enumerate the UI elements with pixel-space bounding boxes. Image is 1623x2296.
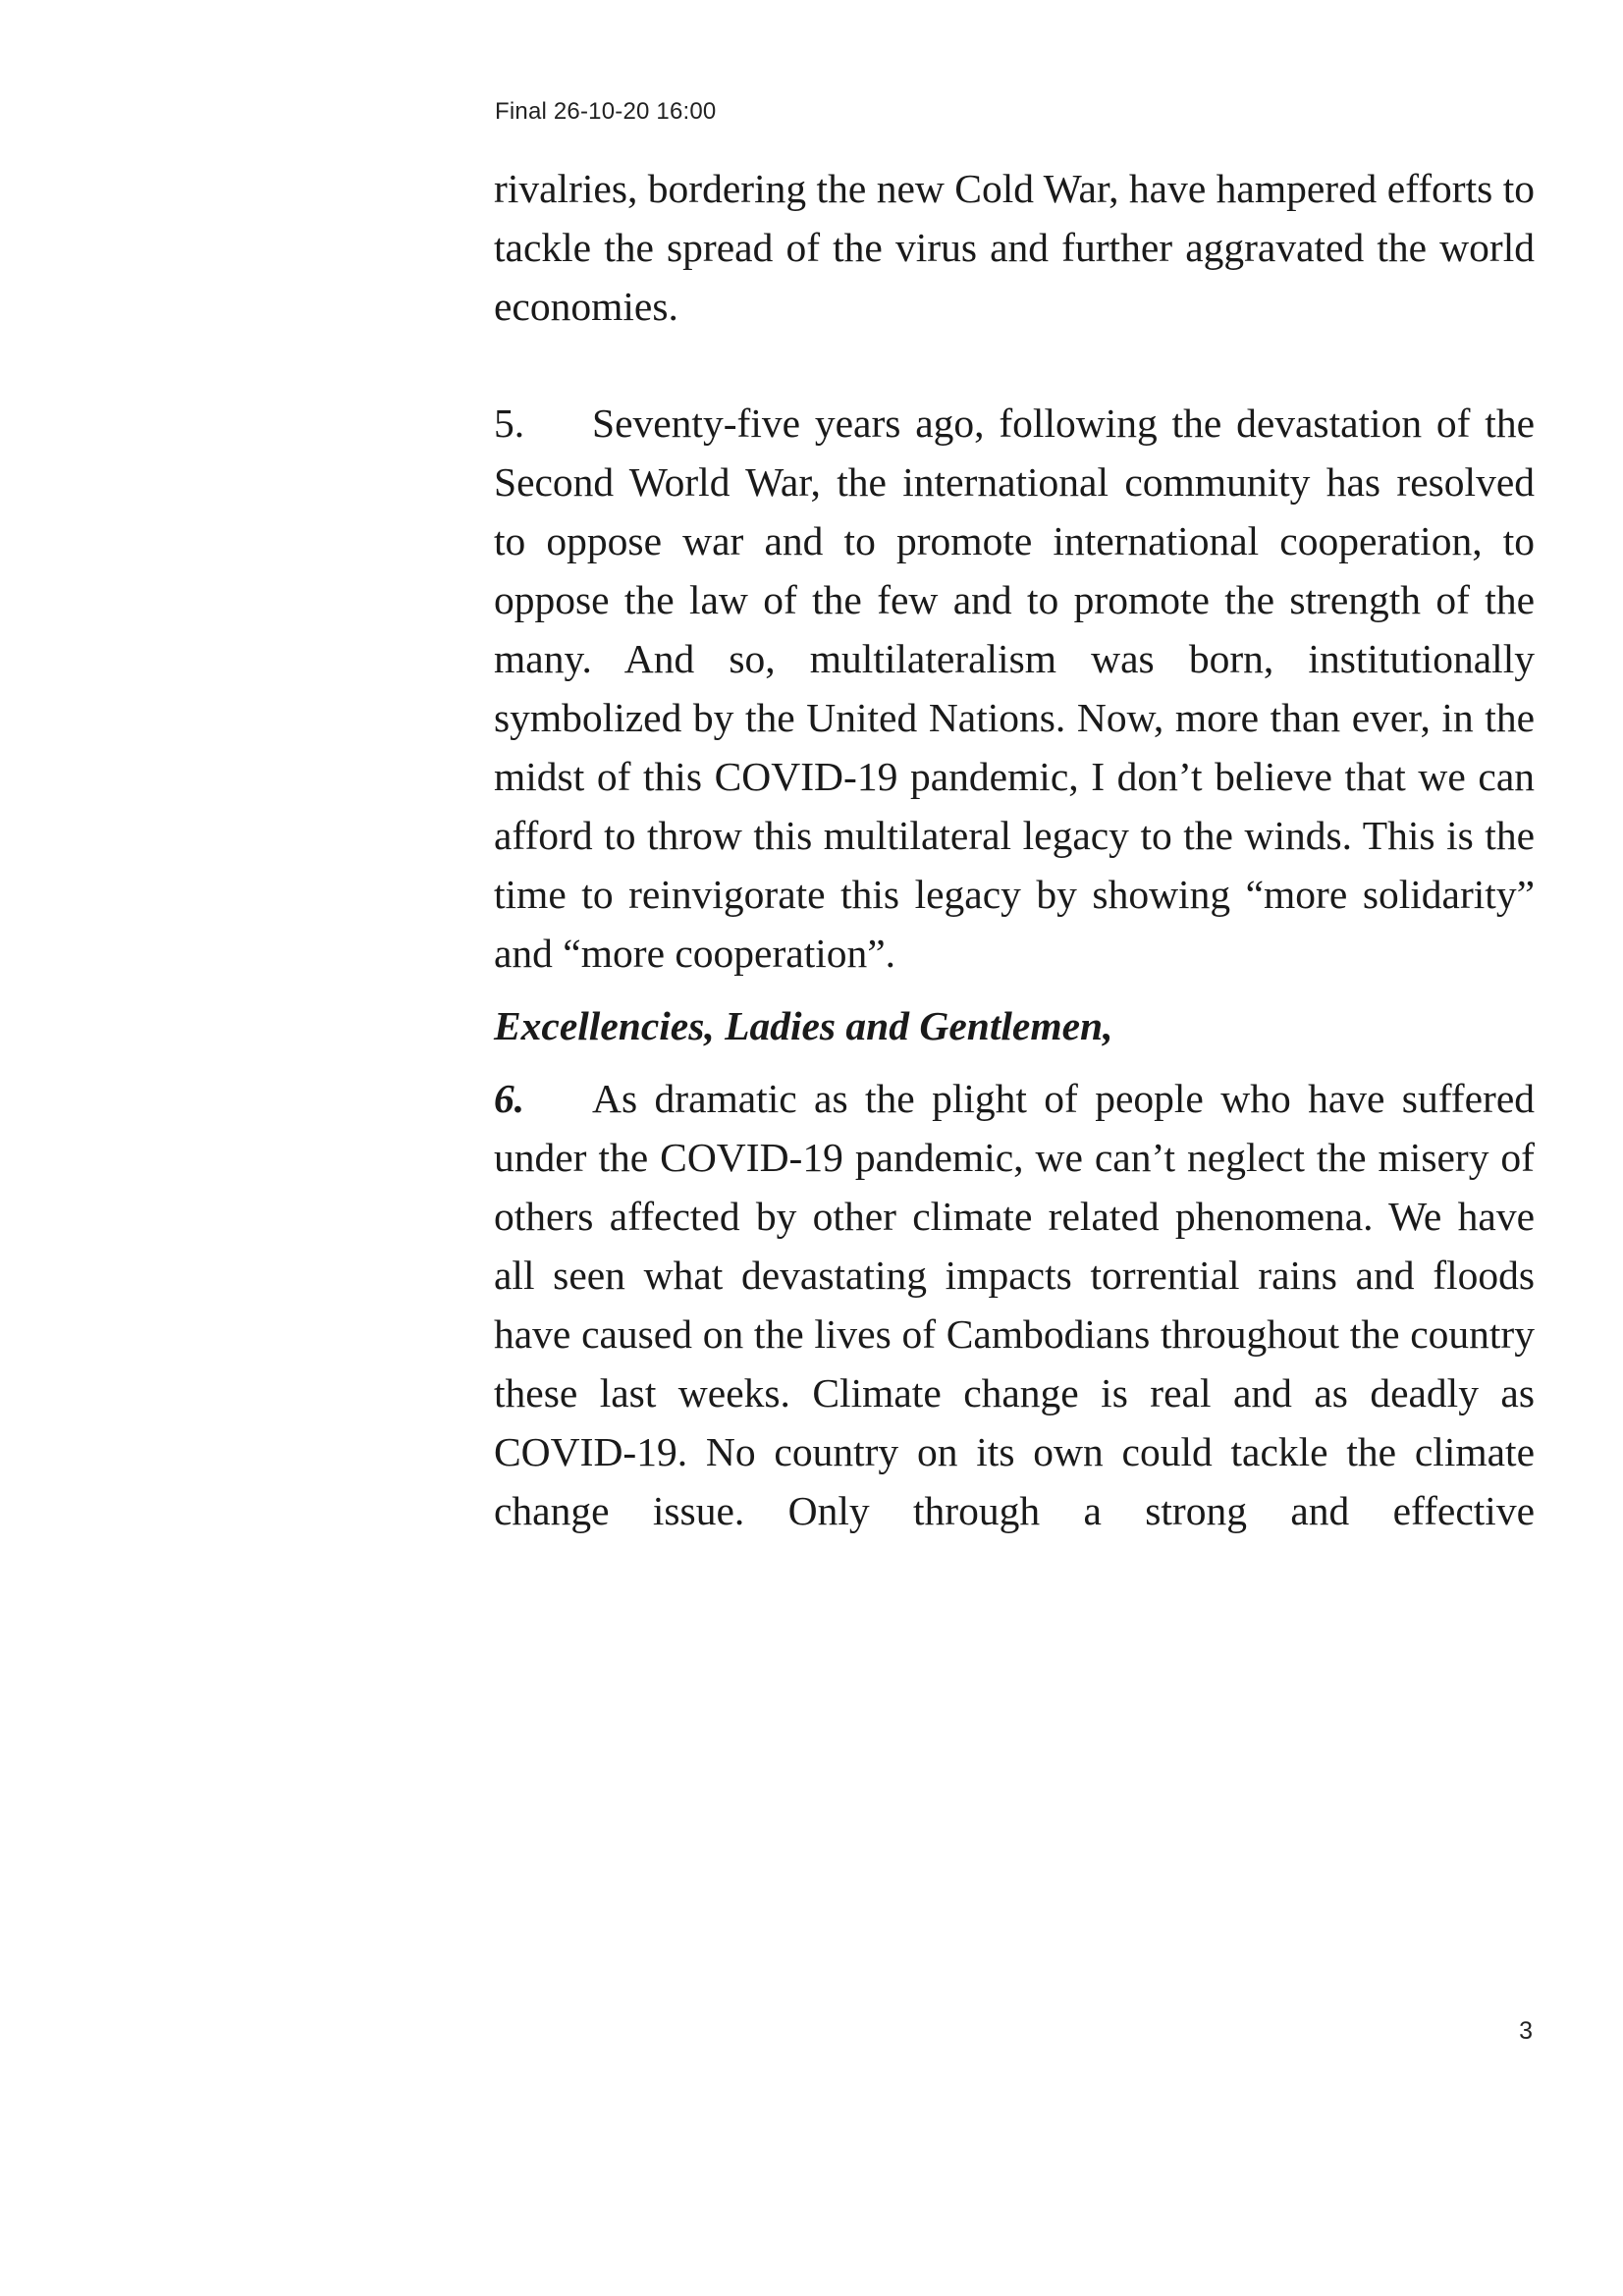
paragraph-6-number: 6. (494, 1076, 525, 1121)
salutation: Excellencies, Ladies and Gentlemen, (494, 1003, 1113, 1048)
paragraph-6 (494, 1069, 1535, 1540)
paragraph-5-text: Seventy-five years ago, following the devastation of the Second World War, the international community has resolved to oppose war and to promote international cooperation, to oppose the law of the few and to promote the strength of the many. And so, multilateralism was born, institutionally symbolized by the United Nations. Now, more than ever, in the midst of this COVID-19 pandemic, I don’t believe that we can afford to throw this multilateral legacy to the winds. This is the time to reinvigorate this legacy by showing “more solidarity” and “more cooperation”. (494, 400, 1535, 976)
version-stamp: Final 26-10-20 16:00 (495, 98, 717, 125)
page-number: 3 (1519, 2017, 1533, 2045)
continuation-paragraph: rivalries, bordering the new Cold War, have hampered efforts to tackle the spread of the virus and further aggravated the world economies. (494, 166, 1535, 329)
paragraph-6-text: As dramatic as the plight of people who have suffered under the COVID-19 pandemic, we can’t neglect the misery of others affected by other climate related phenomena. We have all seen what devastating impacts torrential rains and floods have caused on the lives of Cambodians throughout the country these last weeks. Climate change is real and as deadly as COVID-19. No country on its own could tackle the climate change issue. Only through a strong and effective (494, 1076, 1535, 1533)
paragraph-5-number: 5. (494, 400, 525, 446)
paragraph-5 (494, 394, 1535, 983)
document-body (494, 159, 1535, 1540)
